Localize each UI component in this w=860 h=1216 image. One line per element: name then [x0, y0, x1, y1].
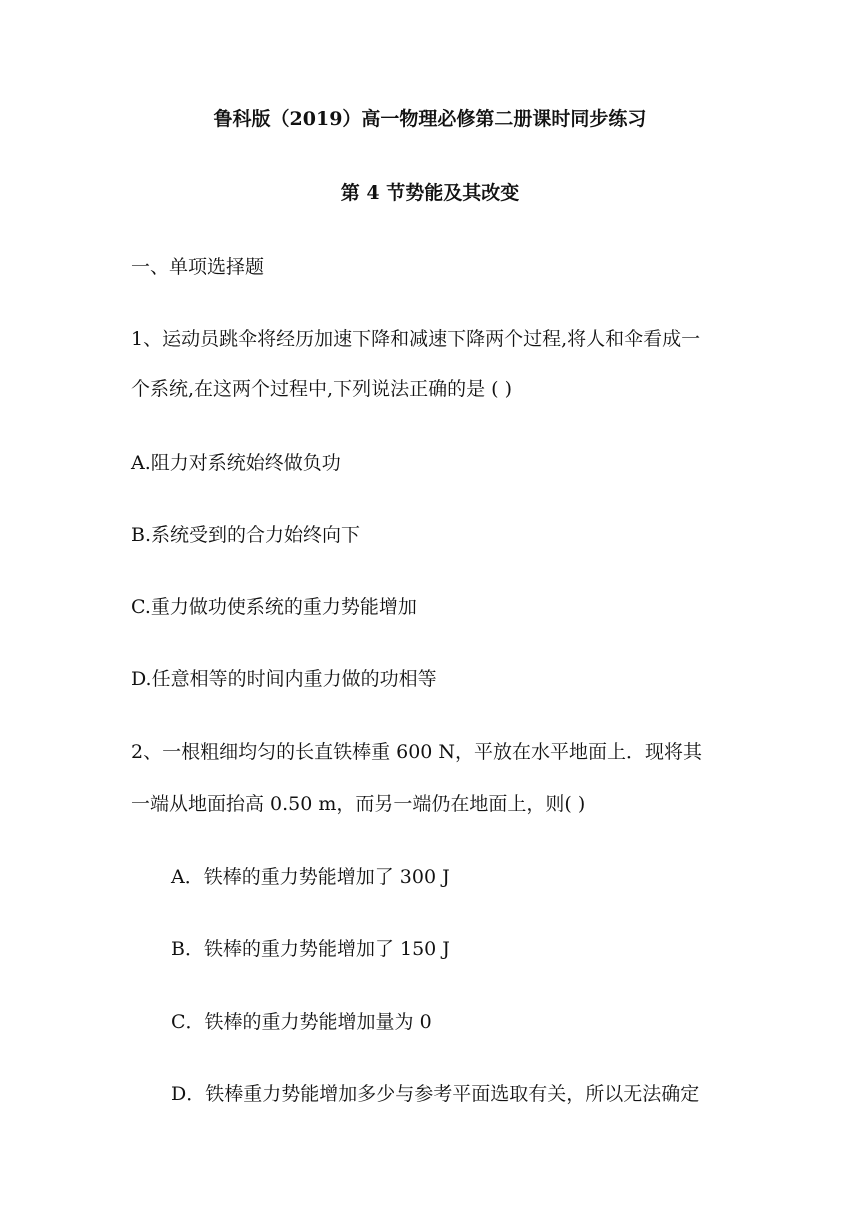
question-2-option-c: C．铁棒的重力势能增加量为 0 — [171, 1011, 432, 1033]
document-title: 鲁科版（2019）高一物理必修第二册课时同步练习 — [213, 108, 647, 130]
question-1-stem-line-2: 个系统,在这两个过程中,下列说法正确的是 ( ) — [131, 378, 512, 400]
question-1-option-c: C.重力做功使系统的重力势能增加 — [131, 596, 417, 618]
question-1-stem-line-1: 1、运动员跳伞将经历加速下降和减速下降两个过程,将人和伞看成一 — [131, 328, 701, 350]
question-1-option-b: B.系统受到的合力始终向下 — [131, 524, 361, 546]
question-2-option-b: B．铁棒的重力势能增加了 150 J — [171, 938, 450, 960]
question-1-option-a: A.阻力对系统始终做负功 — [131, 452, 341, 474]
question-2-option-d: D．铁棒重力势能增加多少与参考平面选取有关，所以无法确定 — [171, 1083, 700, 1105]
section-subtitle: 第 4 节势能及其改变 — [340, 182, 520, 204]
question-1-option-d: D.任意相等的时间内重力做的功相等 — [131, 668, 437, 690]
question-2-stem-line-2: 一端从地面抬高 0.50 m，而另一端仍在地面上，则( ) — [131, 793, 586, 815]
section-heading: 一、单项选择题 — [131, 256, 265, 278]
question-2-stem-line-1: 2、一根粗细均匀的长直铁棒重 600 N，平放在水平地面上．现将其 — [131, 741, 703, 763]
question-2-option-a: A．铁棒的重力势能增加了 300 J — [171, 866, 450, 888]
